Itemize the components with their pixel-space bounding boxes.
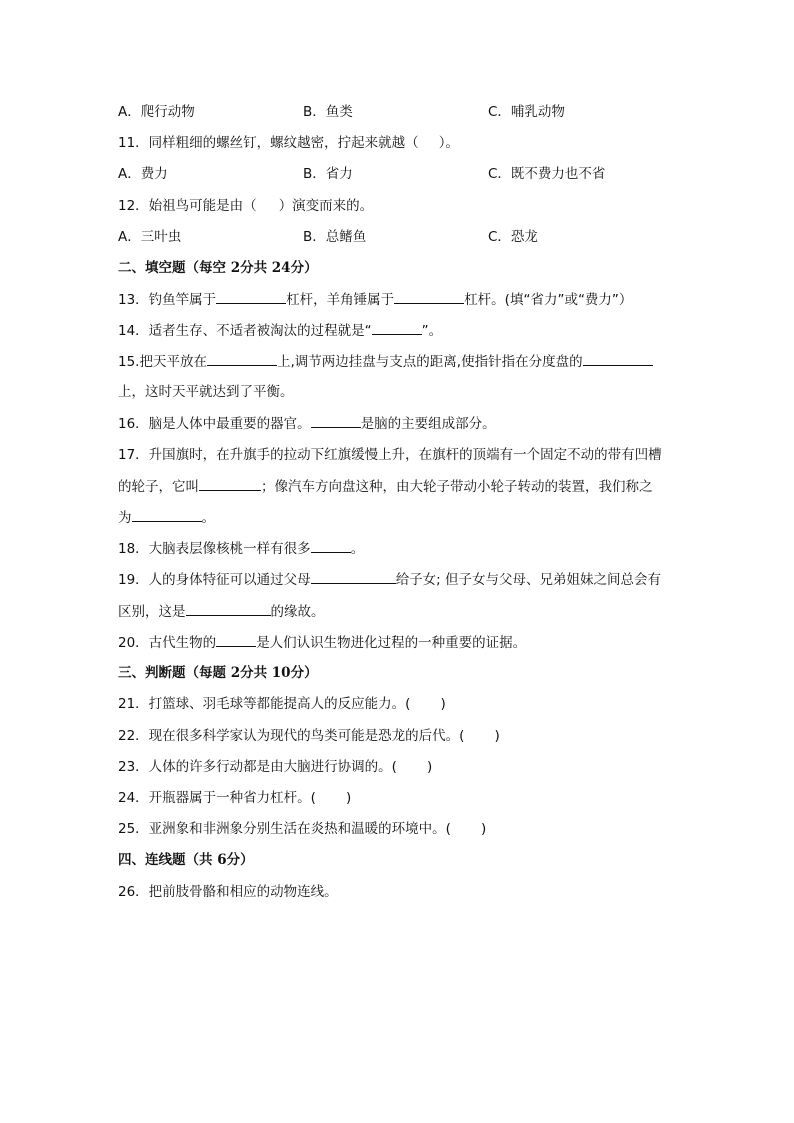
question-15-line-2: 上，这时天平就达到了平衡。 bbox=[118, 384, 294, 400]
fill-blank[interactable] bbox=[216, 632, 256, 647]
question-13 bbox=[118, 289, 632, 310]
question-20-text-1: 20．古代生物的 bbox=[118, 635, 217, 651]
question-21 bbox=[118, 694, 446, 714]
question-19-text-2: 给子女; 但子女与父母、兄弟姐妹之间总会有 bbox=[395, 572, 662, 588]
question-19-line-2 bbox=[118, 601, 325, 622]
q10-option-c: C．哺乳动物 bbox=[488, 104, 565, 120]
question-22 bbox=[118, 726, 500, 746]
question-19-line-1 bbox=[118, 569, 661, 590]
question-16-text-2: 是脑的主要组成部分。 bbox=[360, 416, 496, 432]
question-15-text-1: 15.把天平放在 bbox=[118, 354, 207, 370]
question-17-text-4: 。 bbox=[201, 510, 215, 526]
q12-option-b: B．总鳍鱼 bbox=[303, 229, 367, 245]
q11-option-c: C．既不费力也不省 bbox=[488, 166, 606, 182]
fill-blank[interactable] bbox=[583, 351, 653, 366]
question-15-text-2: 上,调节两边挂盘与支点的距离,使指针指在分度盘的 bbox=[276, 354, 583, 370]
judge-text: 22．现在很多科学家认为现代的鸟类可能是恐龙的后代。( bbox=[118, 728, 465, 744]
q12-option-a: A．三叶虫 bbox=[118, 229, 182, 245]
section-4-heading: 四、连线题（共 6分） bbox=[118, 852, 254, 868]
q11-option-b: B．省力 bbox=[303, 166, 353, 182]
q11-option-a: A．费力 bbox=[118, 166, 168, 182]
question-25 bbox=[118, 819, 486, 839]
question-20 bbox=[118, 632, 526, 653]
question-14 bbox=[118, 320, 442, 341]
question-12-stem: 12．始祖鸟可能是由（ bbox=[118, 198, 257, 214]
question-24 bbox=[118, 788, 351, 808]
question-13-text-2: 杠杆，羊角锤属于 bbox=[286, 292, 395, 308]
section-3-heading: 三、判断题（每题 2分共 10分） bbox=[118, 665, 318, 681]
fill-blank[interactable] bbox=[311, 569, 396, 584]
judge-close: ) bbox=[480, 821, 487, 837]
judge-text: 21．打篮球、羽毛球等都能提高人的反应能力。( bbox=[118, 696, 411, 712]
question-17-line-3 bbox=[118, 507, 215, 528]
question-18-text-1: 18．大脑表层像核桃一样有很多 bbox=[118, 541, 311, 557]
question-11-stem-end: ）。 bbox=[438, 135, 459, 151]
judge-text: 25．亚洲象和非洲象分别生活在炎热和温暖的环境中。( bbox=[118, 821, 451, 837]
question-18-text-2: 。 bbox=[350, 541, 365, 557]
fill-blank[interactable] bbox=[311, 538, 351, 553]
question-19-text-1: 19．人的身体特征可以通过父母 bbox=[118, 572, 311, 588]
fill-blank[interactable] bbox=[207, 351, 277, 366]
question-11-stem: 11．同样粗细的螺丝钉，螺纹越密，拧起来就越（ bbox=[118, 135, 419, 151]
question-17-line-1: 17．升国旗时，在升旗手的拉动下红旗缓慢上升，在旗杆的顶端有一个固定不动的带有凹槽 bbox=[118, 447, 662, 463]
question-20-text-2: 是人们认识生物进化过程的一种重要的证据。 bbox=[256, 635, 527, 651]
question-14-text-1: 14．适者生存、不适者被淘汰的过程就是“ bbox=[118, 323, 372, 339]
question-15 bbox=[118, 351, 653, 372]
question-16 bbox=[118, 413, 496, 434]
question-17-text-3: 为 bbox=[118, 510, 132, 526]
question-12 bbox=[118, 196, 373, 216]
question-11 bbox=[118, 133, 459, 153]
question-26: 26．把前肢骨骼和相应的动物连线。 bbox=[118, 884, 338, 900]
fill-blank[interactable] bbox=[394, 289, 464, 304]
question-17-text-1: 的轮子，它叫 bbox=[118, 479, 199, 495]
question-18 bbox=[118, 538, 364, 559]
q10-option-b: B．鱼类 bbox=[303, 104, 353, 120]
judge-close: ) bbox=[426, 759, 433, 775]
question-19-text-3: 区别，这是 bbox=[118, 604, 186, 620]
fill-blank[interactable] bbox=[132, 507, 202, 522]
judge-close: ) bbox=[494, 728, 500, 744]
question-17-text-2: ；像汽车方向盘这种，由大轮子带动小轮子转动的装置，我们称之 bbox=[261, 479, 653, 495]
fill-blank[interactable] bbox=[186, 601, 271, 616]
judge-text: 24．开瓶器属于一种省力杠杆。( bbox=[118, 790, 316, 806]
fill-blank[interactable] bbox=[311, 413, 361, 428]
question-16-text-1: 16．脑是人体中最重要的器官。 bbox=[118, 416, 311, 432]
section-2-heading: 二、填空题（每空 2分共 24分） bbox=[118, 260, 318, 276]
question-19-text-4: 的缘故。 bbox=[270, 604, 325, 620]
fill-blank[interactable] bbox=[216, 289, 286, 304]
question-23 bbox=[118, 757, 432, 777]
question-14-text-2: ”。 bbox=[421, 323, 443, 339]
q12-option-c: C．恐龙 bbox=[488, 229, 538, 245]
question-13-text-1: 13．钓鱼竿属于 bbox=[118, 292, 217, 308]
judge-text: 23．人体的许多行动都是由大脑进行协调的。( bbox=[118, 759, 397, 775]
question-12-stem-end: ）演变而来的。 bbox=[278, 198, 374, 214]
question-13-text-3: 杠杆。(填“省力”或“费力”） bbox=[464, 292, 633, 308]
judge-close: ) bbox=[345, 790, 352, 806]
judge-close: ) bbox=[440, 696, 446, 712]
q10-option-a: A．爬行动物 bbox=[118, 104, 195, 120]
fill-blank[interactable] bbox=[372, 320, 422, 335]
fill-blank[interactable] bbox=[199, 476, 261, 491]
question-17-line-2 bbox=[118, 476, 653, 497]
